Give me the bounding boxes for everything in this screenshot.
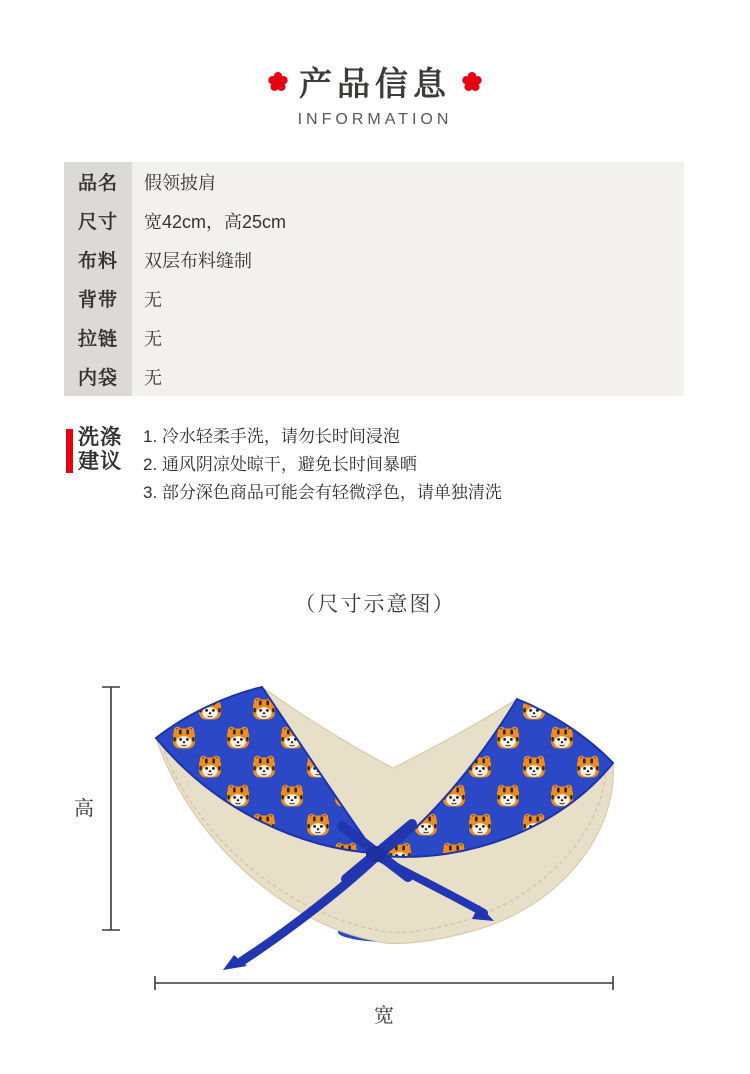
diagram-caption: （尺寸示意图） bbox=[294, 593, 456, 616]
spec-value: 无 bbox=[132, 357, 684, 396]
table-row bbox=[64, 279, 684, 318]
spec-label: 尺寸 bbox=[64, 201, 132, 240]
ribbon-knot bbox=[366, 846, 386, 862]
garment-illustration bbox=[156, 687, 613, 970]
wash-advice-list bbox=[143, 423, 502, 507]
wash-item: 1. 冷水轻柔手洗，请勿长时间浸泡 bbox=[143, 427, 400, 446]
spec-value: 无 bbox=[132, 279, 684, 318]
page-title: 产品信息 bbox=[299, 65, 451, 102]
table-row bbox=[64, 201, 684, 240]
red-accent-bar bbox=[66, 429, 73, 473]
table-row bbox=[64, 357, 684, 396]
wash-advice-heading bbox=[78, 426, 122, 474]
spec-value: 双层布料缝制 bbox=[132, 240, 684, 279]
spec-label: 背带 bbox=[64, 279, 132, 318]
wash-item: 3. 部分深色商品可能会有轻微浮色，请单独清洗 bbox=[143, 483, 502, 502]
spec-value: 宽42cm，高25cm bbox=[132, 201, 684, 240]
height-label: 高 bbox=[74, 798, 94, 820]
header bbox=[0, 58, 750, 129]
width-dimension-line bbox=[155, 976, 613, 990]
table-row bbox=[64, 162, 684, 201]
table-row bbox=[64, 240, 684, 279]
height-dimension-line bbox=[102, 687, 120, 930]
spec-label: 拉链 bbox=[64, 318, 132, 357]
width-label: 宽 bbox=[374, 1005, 394, 1027]
flower-icon bbox=[268, 72, 288, 92]
size-diagram bbox=[60, 665, 700, 1055]
spec-value: 假领披肩 bbox=[132, 162, 684, 201]
page-subtitle: INFORMATION bbox=[297, 111, 453, 128]
spec-label: 内袋 bbox=[64, 357, 132, 396]
spec-value: 无 bbox=[132, 318, 684, 357]
spec-label: 品名 bbox=[64, 162, 132, 201]
wash-heading-line2: 建议 bbox=[78, 450, 122, 473]
spec-table bbox=[64, 162, 684, 396]
flower-icon bbox=[462, 72, 482, 92]
table-row bbox=[64, 318, 684, 357]
spec-label: 布料 bbox=[64, 240, 132, 279]
wash-item: 2. 通风阴凉处晾干，避免长时间暴晒 bbox=[143, 455, 417, 474]
wash-heading-line1: 洗涤 bbox=[78, 426, 122, 449]
